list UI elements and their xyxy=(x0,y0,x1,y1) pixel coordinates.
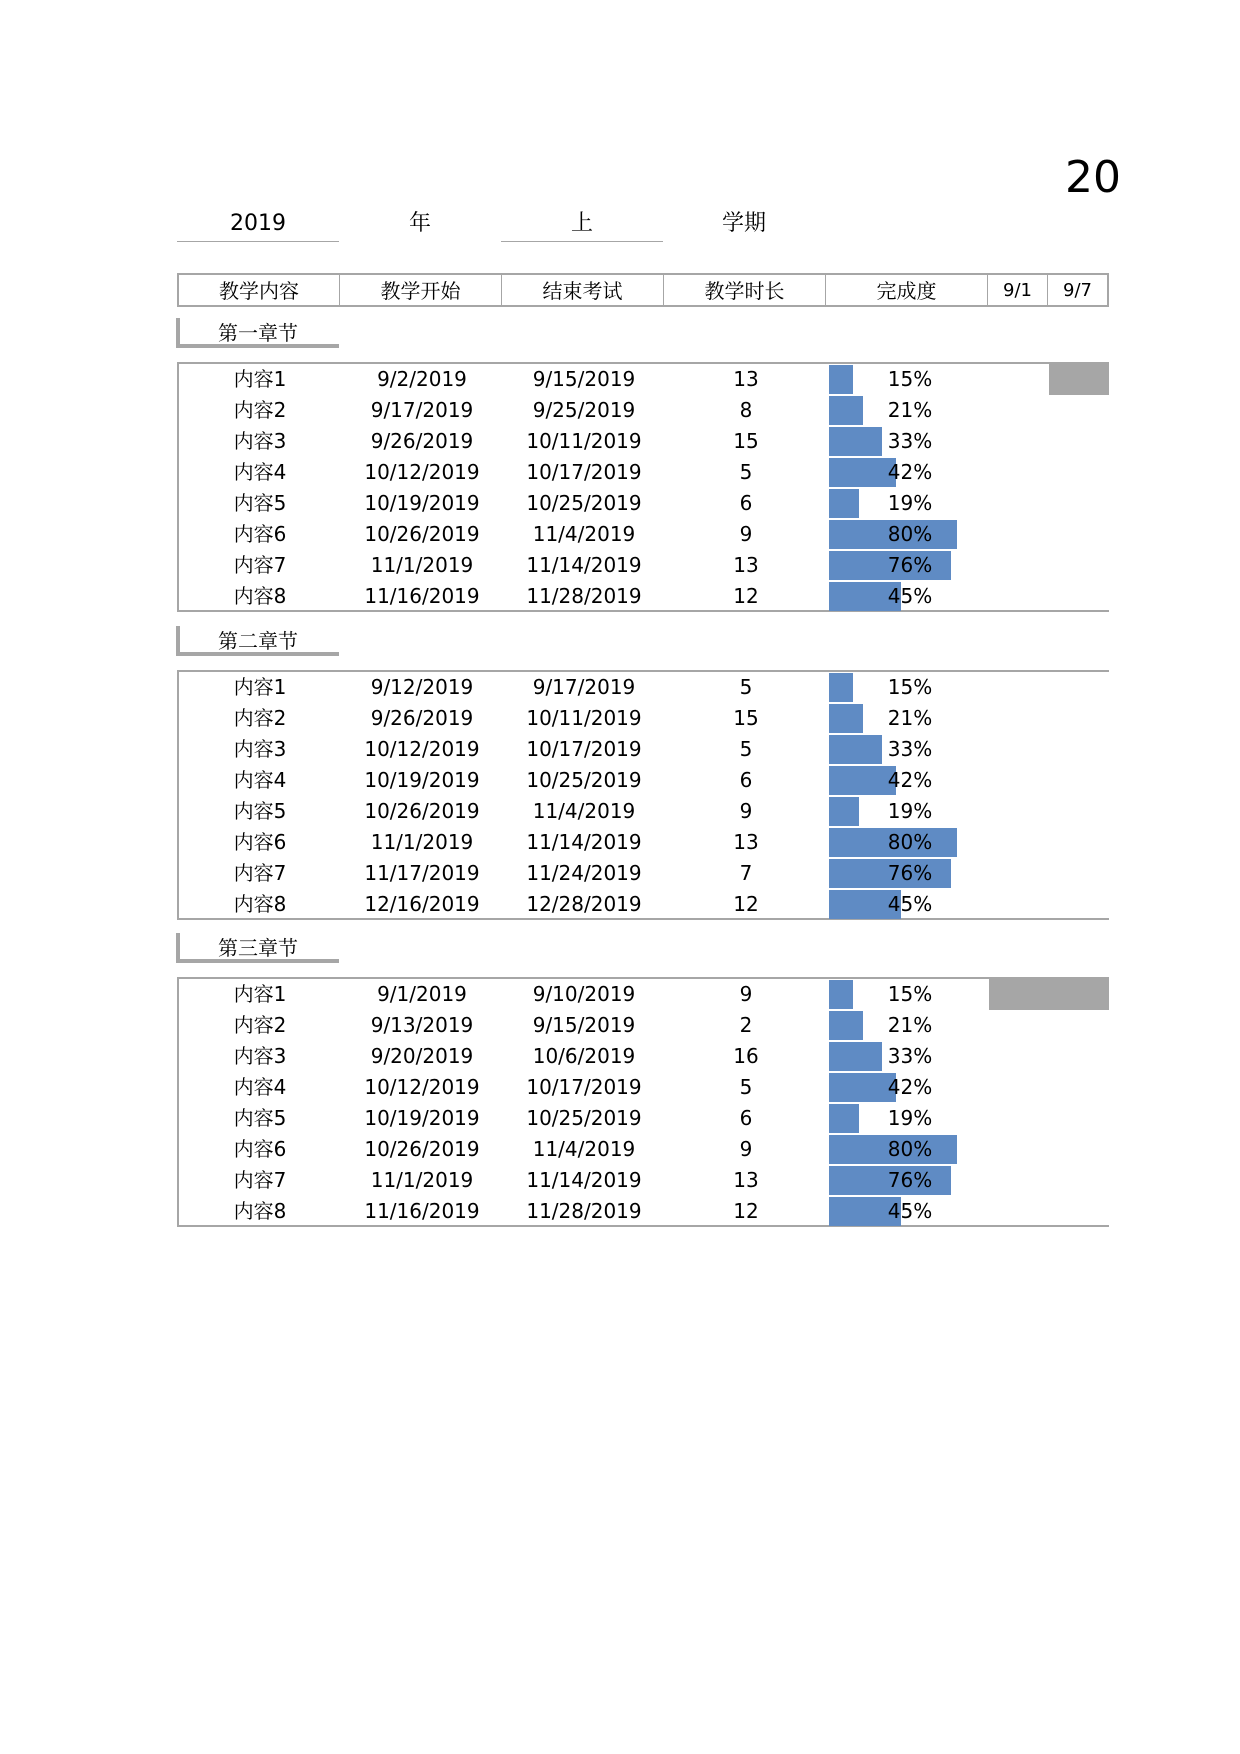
progress-percent: 15% xyxy=(887,675,933,699)
duration-cell: 13 xyxy=(733,1168,759,1192)
end-date-cell: 10/6/2019 xyxy=(532,1044,636,1068)
end-date-cell: 11/14/2019 xyxy=(526,830,642,854)
progress-percent: 15% xyxy=(887,982,933,1006)
end-date-cell: 11/14/2019 xyxy=(526,553,642,577)
column-header-date-1: 9/1 xyxy=(987,275,1047,305)
section-title: 第二章节 xyxy=(218,629,298,653)
table-row xyxy=(179,1165,1109,1196)
table-row xyxy=(179,519,1109,550)
start-date-cell: 11/1/2019 xyxy=(370,553,474,577)
table-row xyxy=(179,827,1109,858)
progress-percent: 15% xyxy=(887,367,933,391)
table-row xyxy=(179,889,1109,920)
duration-cell: 2 xyxy=(739,1013,753,1037)
duration-cell: 7 xyxy=(739,861,753,885)
content-cell: 内容4 xyxy=(233,460,287,484)
progress-percent: 21% xyxy=(887,398,933,422)
term-label: 学期 xyxy=(721,211,766,236)
content-cell: 内容8 xyxy=(233,584,287,608)
content-cell: 内容4 xyxy=(233,1075,287,1099)
content-cell: 内容1 xyxy=(233,982,287,1006)
progress-percent: 76% xyxy=(887,1168,933,1192)
progress-percent: 33% xyxy=(887,429,933,453)
progress-percent: 19% xyxy=(887,491,933,515)
progress-percent: 19% xyxy=(887,799,933,823)
start-date-cell: 11/16/2019 xyxy=(364,1199,480,1223)
duration-cell: 13 xyxy=(733,553,759,577)
start-date-cell: 11/17/2019 xyxy=(364,861,480,885)
duration-cell: 16 xyxy=(733,1044,759,1068)
table-row xyxy=(179,734,1109,765)
end-date-cell: 11/28/2019 xyxy=(526,1199,642,1223)
start-date-cell: 10/19/2019 xyxy=(364,1106,480,1130)
start-date-cell: 11/1/2019 xyxy=(370,830,474,854)
duration-cell: 9 xyxy=(739,982,753,1006)
content-cell: 内容6 xyxy=(233,522,287,546)
column-header-progress: 完成度 xyxy=(825,275,987,305)
column-header-duration: 教学时长 xyxy=(663,275,825,305)
content-cell: 内容4 xyxy=(233,768,287,792)
duration-cell: 9 xyxy=(739,1137,753,1161)
progress-percent: 21% xyxy=(887,1013,933,1037)
table-row xyxy=(179,488,1109,519)
column-header-date-2: 9/7 xyxy=(1047,275,1109,305)
gantt-fill xyxy=(1049,364,1109,395)
section-label xyxy=(176,318,339,348)
content-cell: 内容6 xyxy=(233,830,287,854)
duration-cell: 6 xyxy=(739,491,753,515)
table-row xyxy=(179,1041,1109,1072)
end-date-cell: 9/10/2019 xyxy=(532,982,636,1006)
end-date-cell: 9/25/2019 xyxy=(532,398,636,422)
content-cell: 内容7 xyxy=(233,861,287,885)
content-cell: 内容1 xyxy=(233,675,287,699)
end-date-cell: 9/15/2019 xyxy=(532,367,636,391)
end-date-cell: 11/24/2019 xyxy=(526,861,642,885)
progress-percent: 21% xyxy=(887,706,933,730)
table-header xyxy=(177,273,1109,307)
start-date-cell: 10/12/2019 xyxy=(364,1075,480,1099)
start-date-cell: 9/1/2019 xyxy=(377,982,467,1006)
end-date-cell: 11/28/2019 xyxy=(526,584,642,608)
progress-percent: 33% xyxy=(887,737,933,761)
start-date-cell: 10/26/2019 xyxy=(364,799,480,823)
column-header-end: 结束考试 xyxy=(501,275,663,305)
progress-percent: 80% xyxy=(887,1137,933,1161)
content-cell: 内容8 xyxy=(233,892,287,916)
end-date-cell: 11/4/2019 xyxy=(532,1137,636,1161)
duration-cell: 15 xyxy=(733,706,759,730)
term-underline xyxy=(501,241,663,242)
content-cell: 内容3 xyxy=(233,737,287,761)
start-date-cell: 10/12/2019 xyxy=(364,737,480,761)
document-title-fragment: 20 xyxy=(1065,152,1121,203)
section-label xyxy=(176,626,339,656)
section-table xyxy=(177,362,1109,612)
duration-cell: 6 xyxy=(739,768,753,792)
start-date-cell: 11/1/2019 xyxy=(370,1168,474,1192)
start-date-cell: 9/26/2019 xyxy=(370,429,474,453)
start-date-cell: 9/17/2019 xyxy=(370,398,474,422)
start-date-cell: 10/19/2019 xyxy=(364,768,480,792)
content-cell: 内容5 xyxy=(233,799,287,823)
content-cell: 内容6 xyxy=(233,1137,287,1161)
progress-percent: 80% xyxy=(887,522,933,546)
progress-percent: 45% xyxy=(887,892,933,916)
table-row xyxy=(179,703,1109,734)
start-date-cell: 10/12/2019 xyxy=(364,460,480,484)
duration-cell: 8 xyxy=(739,398,753,422)
duration-cell: 5 xyxy=(739,675,753,699)
table-row xyxy=(179,364,1109,395)
duration-cell: 6 xyxy=(739,1106,753,1130)
content-cell: 内容7 xyxy=(233,1168,287,1192)
year-underline xyxy=(177,241,339,242)
duration-cell: 5 xyxy=(739,1075,753,1099)
table-row xyxy=(179,1196,1109,1227)
duration-cell: 9 xyxy=(739,799,753,823)
duration-cell: 5 xyxy=(739,737,753,761)
table-row xyxy=(179,426,1109,457)
section-title: 第一章节 xyxy=(218,321,298,345)
end-date-cell: 10/11/2019 xyxy=(526,429,642,453)
duration-cell: 13 xyxy=(733,830,759,854)
content-cell: 内容2 xyxy=(233,706,287,730)
end-date-cell: 10/11/2019 xyxy=(526,706,642,730)
content-cell: 内容2 xyxy=(233,398,287,422)
end-date-cell: 12/28/2019 xyxy=(526,892,642,916)
table-row xyxy=(179,979,1109,1010)
progress-percent: 19% xyxy=(887,1106,933,1130)
end-date-cell: 10/25/2019 xyxy=(526,1106,642,1130)
content-cell: 内容8 xyxy=(233,1199,287,1223)
year-value: 2019 xyxy=(230,211,286,236)
duration-cell: 15 xyxy=(733,429,759,453)
content-cell: 内容2 xyxy=(233,1013,287,1037)
end-date-cell: 9/15/2019 xyxy=(532,1013,636,1037)
table-row xyxy=(179,858,1109,889)
duration-cell: 13 xyxy=(733,367,759,391)
end-date-cell: 11/4/2019 xyxy=(532,522,636,546)
content-cell: 内容1 xyxy=(233,367,287,391)
column-header-content: 教学内容 xyxy=(177,275,339,305)
start-date-cell: 9/2/2019 xyxy=(377,367,467,391)
section-table xyxy=(177,670,1109,920)
content-cell: 内容3 xyxy=(233,1044,287,1068)
progress-percent: 45% xyxy=(887,584,933,608)
term-value: 上 xyxy=(570,211,593,236)
table-row xyxy=(179,550,1109,581)
start-date-cell: 9/13/2019 xyxy=(370,1013,474,1037)
content-cell: 内容5 xyxy=(233,491,287,515)
duration-cell: 12 xyxy=(733,1199,759,1223)
table-row xyxy=(179,581,1109,612)
end-date-cell: 11/4/2019 xyxy=(532,799,636,823)
start-date-cell: 9/12/2019 xyxy=(370,675,474,699)
section-table xyxy=(177,977,1109,1227)
section-label xyxy=(176,933,339,963)
progress-percent: 76% xyxy=(887,553,933,577)
progress-percent: 76% xyxy=(887,861,933,885)
duration-cell: 12 xyxy=(733,584,759,608)
start-date-cell: 9/26/2019 xyxy=(370,706,474,730)
start-date-cell: 10/19/2019 xyxy=(364,491,480,515)
progress-percent: 42% xyxy=(887,460,933,484)
section-title: 第三章节 xyxy=(218,936,298,960)
end-date-cell: 9/17/2019 xyxy=(532,675,636,699)
content-cell: 内容5 xyxy=(233,1106,287,1130)
progress-percent: 42% xyxy=(887,1075,933,1099)
end-date-cell: 10/25/2019 xyxy=(526,491,642,515)
progress-percent: 45% xyxy=(887,1199,933,1223)
table-row xyxy=(179,1103,1109,1134)
start-date-cell: 11/16/2019 xyxy=(364,584,480,608)
start-date-cell: 10/26/2019 xyxy=(364,1137,480,1161)
end-date-cell: 10/17/2019 xyxy=(526,460,642,484)
table-row xyxy=(179,672,1109,703)
content-cell: 内容7 xyxy=(233,553,287,577)
start-date-cell: 12/16/2019 xyxy=(364,892,480,916)
start-date-cell: 10/26/2019 xyxy=(364,522,480,546)
duration-cell: 9 xyxy=(739,522,753,546)
year-label: 年 xyxy=(408,211,431,236)
table-row xyxy=(179,395,1109,426)
table-row xyxy=(179,1072,1109,1103)
content-cell: 内容3 xyxy=(233,429,287,453)
table-row xyxy=(179,457,1109,488)
column-header-start: 教学开始 xyxy=(339,275,501,305)
duration-cell: 5 xyxy=(739,460,753,484)
end-date-cell: 10/17/2019 xyxy=(526,1075,642,1099)
duration-cell: 12 xyxy=(733,892,759,916)
end-date-cell: 10/17/2019 xyxy=(526,737,642,761)
table-row xyxy=(179,765,1109,796)
table-row xyxy=(179,1134,1109,1165)
start-date-cell: 9/20/2019 xyxy=(370,1044,474,1068)
progress-percent: 80% xyxy=(887,830,933,854)
progress-percent: 33% xyxy=(887,1044,933,1068)
table-row xyxy=(179,1010,1109,1041)
progress-percent: 42% xyxy=(887,768,933,792)
gantt-fill xyxy=(989,979,1109,1010)
table-row xyxy=(179,796,1109,827)
end-date-cell: 10/25/2019 xyxy=(526,768,642,792)
end-date-cell: 11/14/2019 xyxy=(526,1168,642,1192)
